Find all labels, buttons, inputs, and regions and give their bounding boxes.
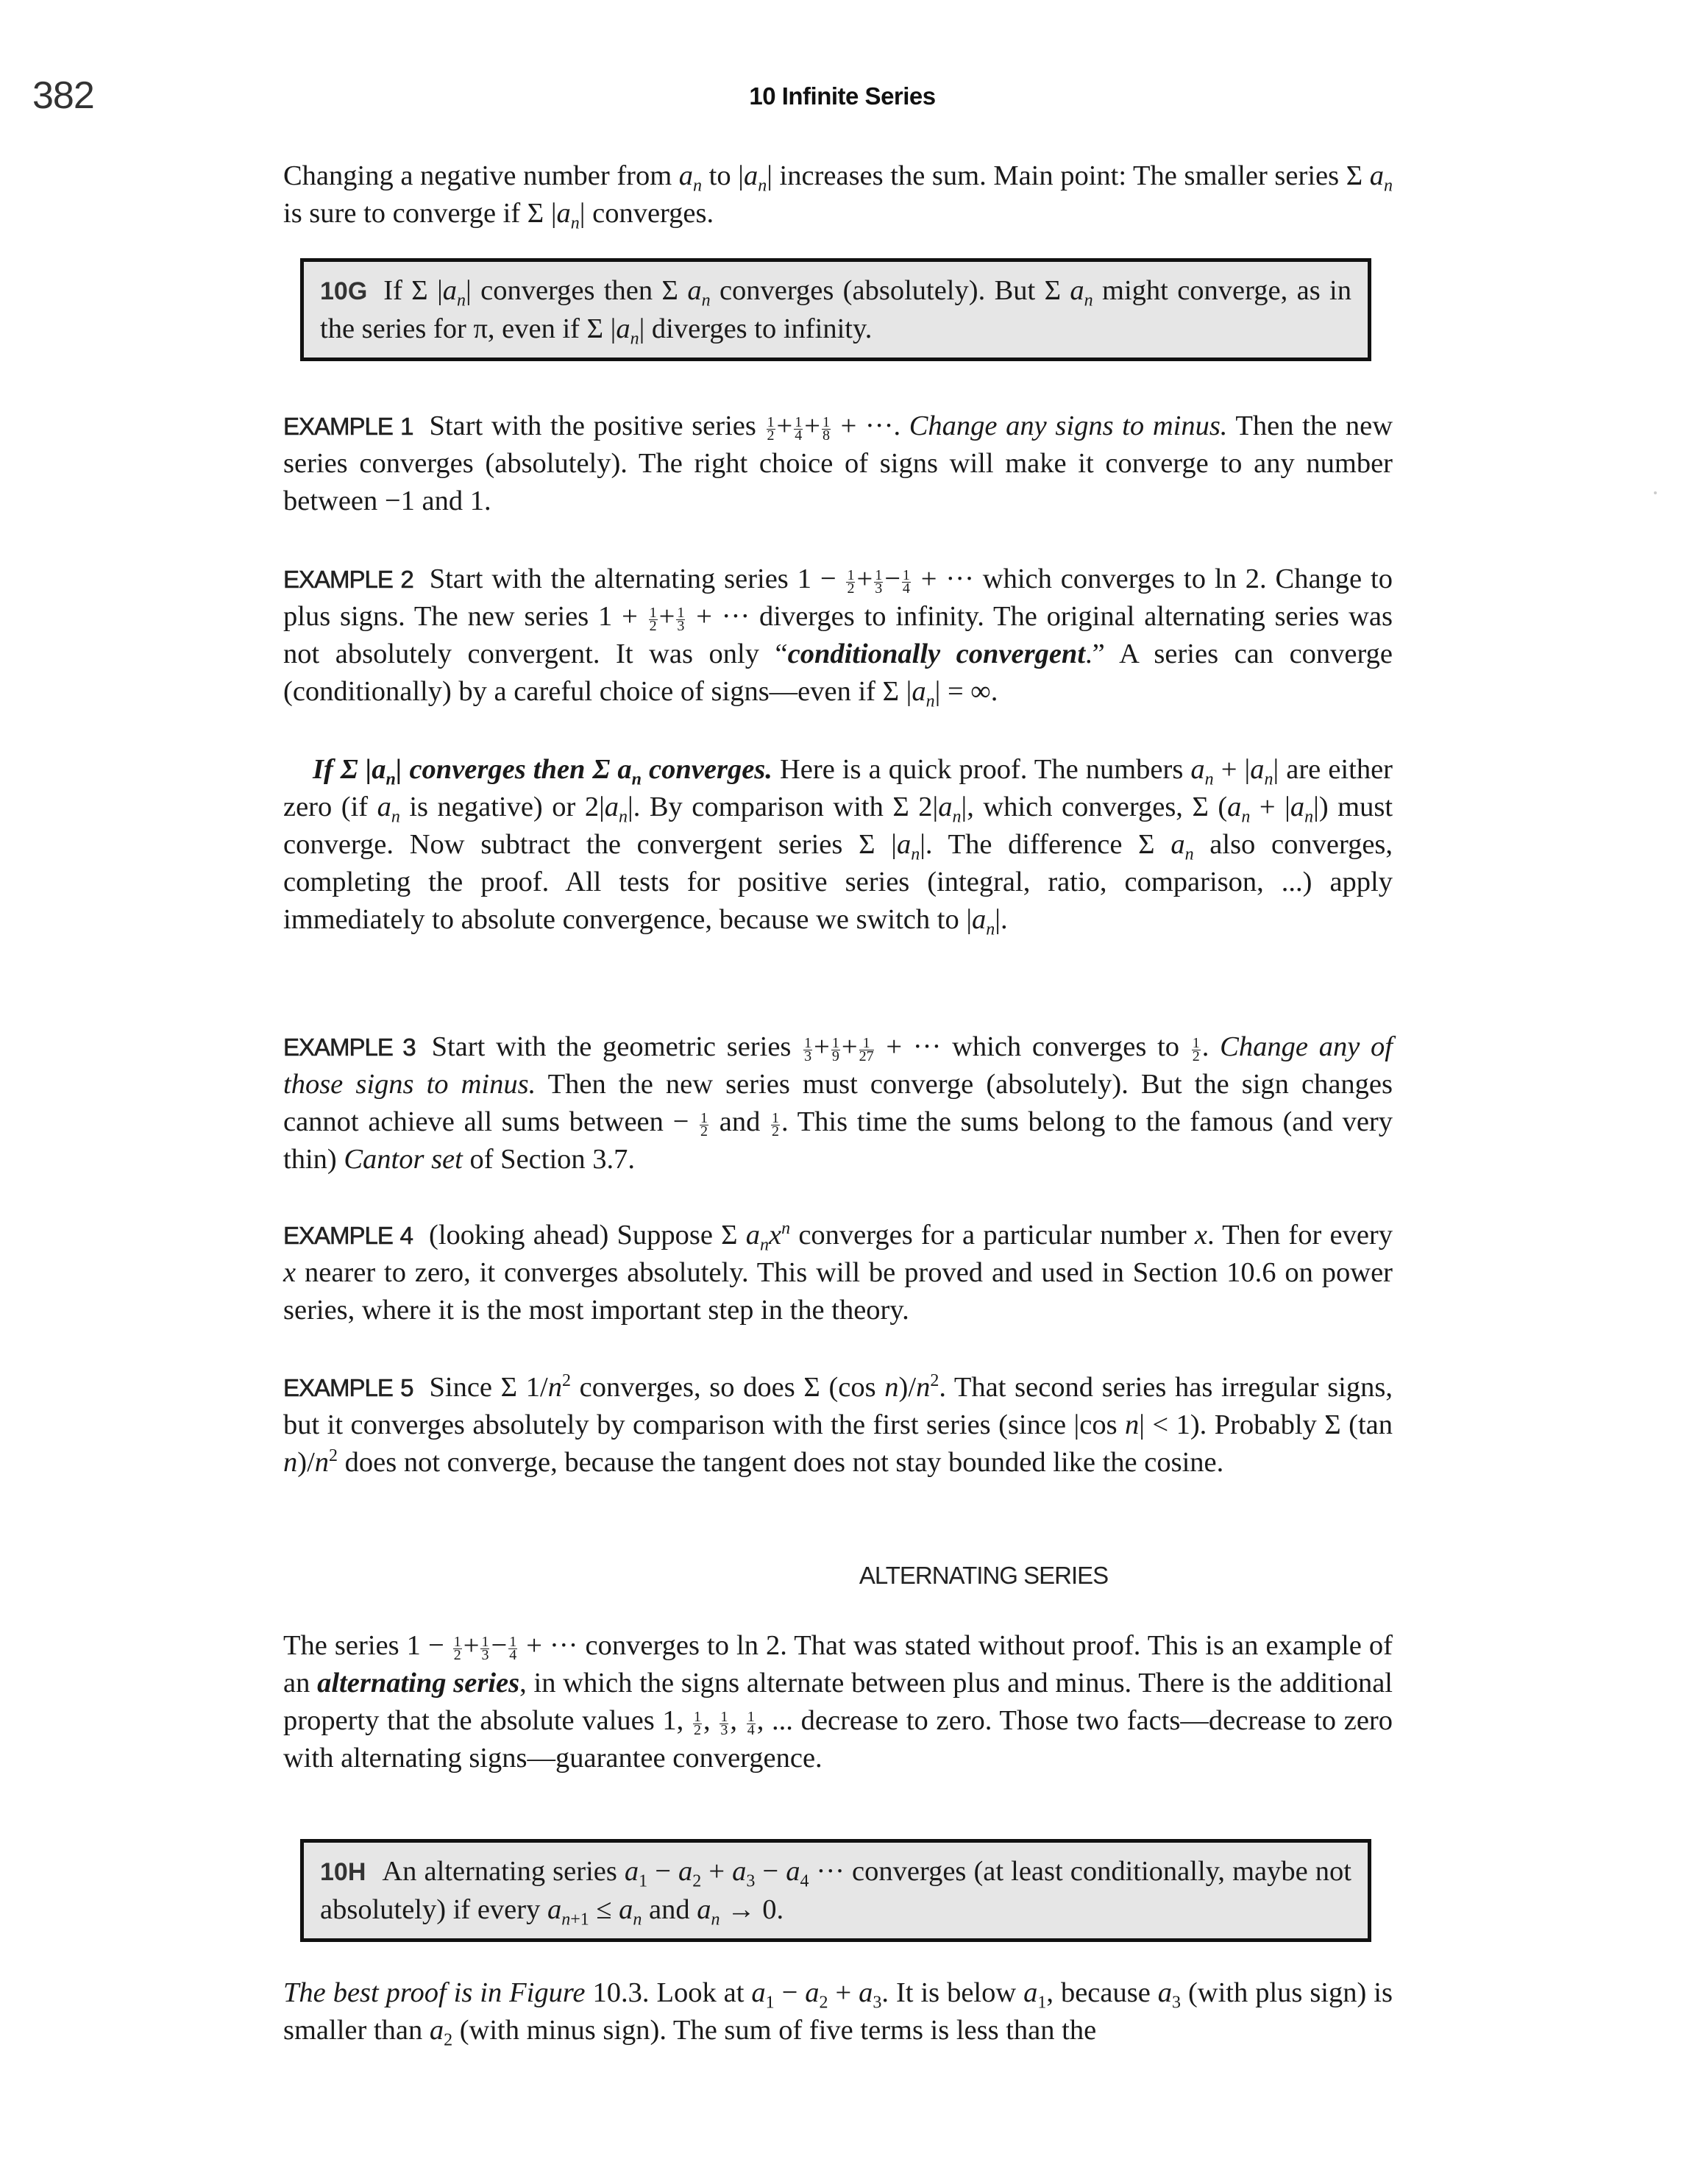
example-label: EXAMPLE 4 — [283, 1222, 413, 1249]
example-label: EXAMPLE 2 — [283, 566, 413, 593]
theorem-label: 10H — [320, 1858, 366, 1886]
running-head: 10 Infinite Series — [749, 82, 936, 110]
closing-paragraph: The best proof is in Figure 10.3. Look at $a_1 - a_2 + a_3$. It is below $a_1$, because $a_3$ (with plus sign) is smaller than $a_2$ (with minus sign). The sum of five terms is less than the — [283, 1977, 1393, 2050]
theorem-label: 10G — [320, 277, 368, 305]
example-4: EXAMPLE 4 (looking ahead) Suppose Σ $a_nx^n$ converges for a particular number x. Then for every x nearer to zero, it converges absolutely. This will be proved and used in Section 10.6 on power series, where it is the most important step in the theory. — [283, 1219, 1393, 1326]
scan-speck — [1654, 491, 1657, 494]
alternating-paragraph: The series 1 − $\frac{1}{2}$ + $\frac{1}{3}$ − $\frac{1}{4}$ + ··· converges to ln 2. That was stated without proof. This is an example of an alternating series, in which the signs alternate between plus and minus. There is the additional property that the absolute values 1, $\frac{1}{2}$ , $\frac{1}{3}$ , $\frac{1}{4}$ , ... decrease to zero. Those two facts—decrease to zero with alternating signs—guarantee convergence. — [283, 1630, 1393, 1774]
example-label: EXAMPLE 3 — [283, 1034, 416, 1061]
example-5: EXAMPLE 5 Since Σ $1/n^2$ converges, so does Σ (cos $n)/n^2$. That second series has irregular signs, but it converges absolutely by comparison with the first series (since |cos n| < 1). Probably Σ (tan $n)/n^2$ does not converge, because the tangent does not stay bounded like the cosine. — [283, 1371, 1393, 1478]
intro-paragraph: Changing a negative number from $a_n$ to $|a_n|$ increases the sum. Main point: The smaller series Σ $a_n$ is sure to converge if Σ $|a_n|$ converges. — [283, 160, 1393, 233]
page-number: 382 — [32, 74, 94, 117]
example-label: EXAMPLE 1 — [283, 413, 413, 440]
proof-paragraph: If Σ $|a_n|$ converges then Σ $a_n$ converges. Here is a quick proof. The numbers $a_n + |a_n|$ are either zero (if $a_n$ is negative) or $2|a_n|$. By comparison with Σ $2|a_n|$, which converges, Σ $(a_n + |a_n|)$ must converge. Now subtract the convergent series Σ $|a_n|$. The difference Σ $a_n$ also converges, completing the proof. All tests for positive series (integral, ratio, comparison, ...) apply immediately to absolute convergence, because we switch to $|a_n|$. — [283, 754, 1393, 939]
theorem-box-10g: 10G If Σ $|a_n|$ converges then Σ $a_n$ converges (absolutely). But Σ $a_n$ might converge, as in the series for π, even if Σ $|a_n|$ diverges to infinity. — [300, 258, 1371, 361]
fraction: $\frac{1}{2}$ — [767, 414, 775, 444]
example-1: EXAMPLE 1 Start with the positive series $\frac{1}{2}$ + $\frac{1}{4}$ + $\frac{1}{8}$ + ···. Change any signs to minus. Then the new series converges (absolutely). The right choice of signs will make it converge to any number between −1 and 1. — [283, 410, 1393, 516]
example-2: EXAMPLE 2 Start with the alternating series 1 − $\frac{1}{2}$ + $\frac{1}{3}$ − $\frac{1}{4}$ + ··· which converges to ln 2. Change to plus signs. The new series 1 + $\frac{1}{2}$ + $\frac{1}{3}$ + ··· diverges to infinity. The original alternating series was not absolutely convergent. It was only “conditionally convergent.” A series can converge (conditionally) by a careful choice of signs—even if Σ $|a_n|$ = ∞. — [283, 563, 1393, 711]
section-heading: ALTERNATING SERIES — [859, 1562, 1109, 1589]
example-label: EXAMPLE 5 — [283, 1374, 413, 1401]
example-3: EXAMPLE 3 Start with the geometric series $\frac{1}{3}$ + $\frac{1}{9}$ + $\frac{1}{27}$ + ··· which converges to $\frac{1}{2}$ . Change any of those signs to minus. Then the new series must converge (absolutely). But the sign changes cannot achieve all sums between − $\frac{1}{2}$ and $\frac{1}{2}$ . This time the sums belong to the famous (and very thin) Cantor set of Section 3.7. — [283, 1031, 1393, 1175]
fraction: $\frac{1}{8}$ — [822, 414, 830, 444]
theorem-box-10h: 10H An alternating series $a_1 - a_2 + a_3 - a_4$ ··· converges (at least conditionally, maybe not absolutely) if every $a_{n+1} \le a_n$ and $a_n \to 0$. — [300, 1839, 1371, 1942]
fraction: $\frac{1}{4}$ — [795, 414, 803, 444]
